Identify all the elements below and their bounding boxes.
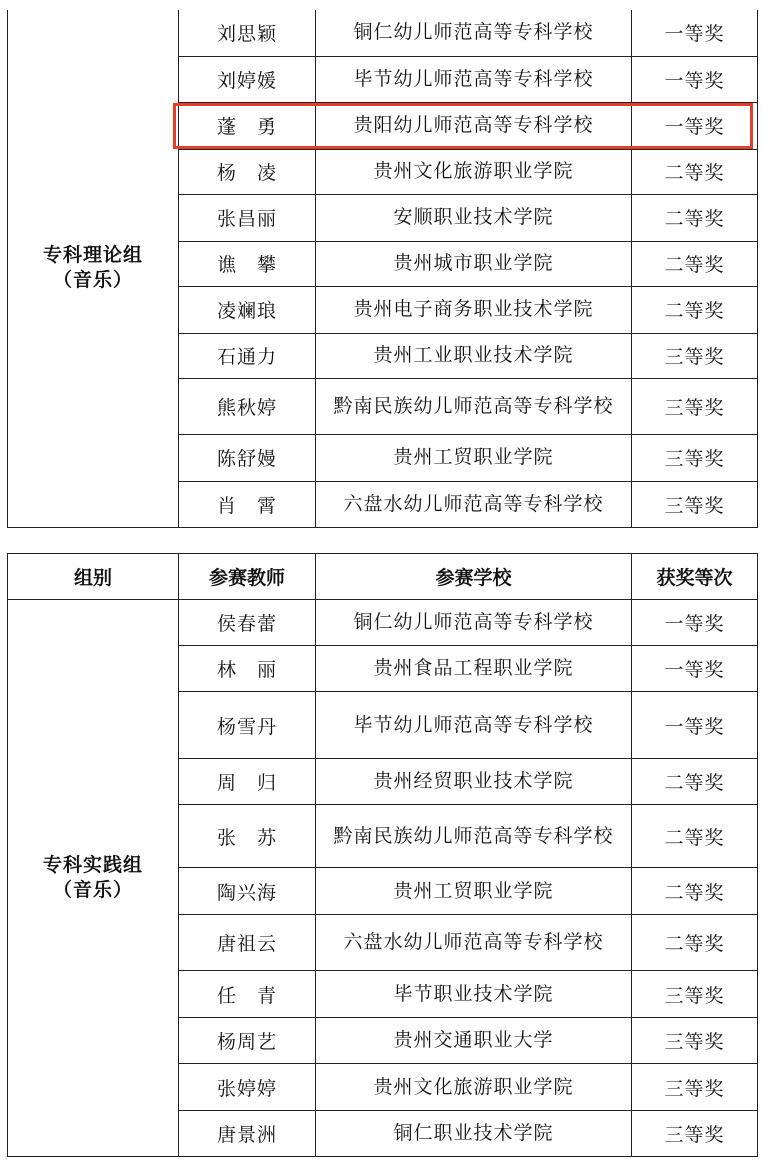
teacher-cell: 侯春蕾 [179, 600, 316, 646]
award-cell: 二等奖 [632, 241, 758, 286]
teacher-cell: 张 苏 [179, 805, 316, 868]
teacher-cell: 林 丽 [179, 646, 316, 692]
school-cell: 六盘水幼儿师范高等专科学校 [316, 915, 632, 971]
award-cell: 三等奖 [632, 1111, 758, 1157]
award-cell: 一等奖 [632, 600, 758, 646]
award-cell: 二等奖 [632, 759, 758, 805]
school-cell: 安顺职业技术学院 [316, 194, 632, 241]
teacher-cell: 周 归 [179, 759, 316, 805]
school-cell: 贵州工业职业技术学院 [316, 333, 632, 378]
teacher-cell: 张昌丽 [179, 194, 316, 241]
group-cell: 专科实践组 （音乐） [8, 600, 179, 1157]
school-cell: 毕节职业技术学院 [316, 971, 632, 1018]
teacher-cell: 任 青 [179, 971, 316, 1018]
school-cell: 铜仁幼儿师范高等专科学校 [316, 600, 632, 646]
award-cell: 三等奖 [632, 434, 758, 481]
school-cell: 铜仁幼儿师范高等专科学校 [316, 10, 632, 56]
school-cell: 贵州经贸职业技术学院 [316, 759, 632, 805]
teacher-cell: 杨雪丹 [179, 692, 316, 759]
school-cell: 贵州工贸职业学院 [316, 868, 632, 915]
award-cell: 三等奖 [632, 1064, 758, 1111]
school-cell: 六盘水幼儿师范高等专科学校 [316, 481, 632, 527]
teacher-cell: 杨周艺 [179, 1018, 316, 1064]
teacher-cell: 石通力 [179, 333, 316, 378]
school-cell: 贵州文化旅游职业学院 [316, 1064, 632, 1111]
award-cell: 三等奖 [632, 971, 758, 1018]
header-group: 组别 [8, 554, 179, 600]
header-school: 参赛学校 [316, 554, 632, 600]
teacher-cell: 谯 攀 [179, 241, 316, 286]
teacher-cell: 唐景洲 [179, 1111, 316, 1157]
table-body [8, 600, 758, 1157]
awards-table-theory [7, 10, 758, 528]
school-cell: 贵州电子商务职业技术学院 [316, 286, 632, 333]
award-cell: 一等奖 [632, 692, 758, 759]
award-cell: 一等奖 [632, 56, 758, 102]
header-row [8, 554, 758, 600]
table-row [8, 600, 758, 646]
teacher-cell: 蓬 勇 [179, 102, 316, 149]
awards-table-practice [7, 553, 758, 1157]
award-cell: 二等奖 [632, 149, 758, 194]
teacher-cell: 刘婷媛 [179, 56, 316, 102]
teacher-cell: 杨 凌 [179, 149, 316, 194]
school-cell: 贵州工贸职业学院 [316, 434, 632, 481]
school-cell: 黔南民族幼儿师范高等专科学校 [316, 805, 632, 868]
award-cell: 二等奖 [632, 194, 758, 241]
school-cell: 贵州文化旅游职业学院 [316, 149, 632, 194]
school-cell: 贵州交通职业大学 [316, 1018, 632, 1064]
header-award: 获奖等次 [632, 554, 758, 600]
award-cell: 一等奖 [632, 10, 758, 56]
teacher-cell: 张婷婷 [179, 1064, 316, 1111]
school-cell: 贵阳幼儿师范高等专科学校 [316, 102, 632, 149]
teacher-cell: 陶兴海 [179, 868, 316, 915]
award-cell: 一等奖 [632, 102, 758, 149]
award-cell: 二等奖 [632, 915, 758, 971]
table-body [8, 10, 758, 527]
school-cell: 黔南民族幼儿师范高等专科学校 [316, 378, 632, 434]
group-cell: 专科理论组 （音乐） [8, 10, 179, 527]
school-cell: 毕节幼儿师范高等专科学校 [316, 692, 632, 759]
award-cell: 二等奖 [632, 805, 758, 868]
table-row [8, 10, 758, 56]
teacher-cell: 熊秋婷 [179, 378, 316, 434]
teacher-cell: 刘思颖 [179, 10, 316, 56]
header-teacher: 参赛教师 [179, 554, 316, 600]
teacher-cell: 肖 霄 [179, 481, 316, 527]
school-cell: 铜仁职业技术学院 [316, 1111, 632, 1157]
award-cell: 二等奖 [632, 868, 758, 915]
school-cell: 毕节幼儿师范高等专科学校 [316, 56, 632, 102]
school-cell: 贵州食品工程职业学院 [316, 646, 632, 692]
award-cell: 三等奖 [632, 481, 758, 527]
award-cell: 一等奖 [632, 646, 758, 692]
teacher-cell: 陈舒嫚 [179, 434, 316, 481]
school-cell: 贵州城市职业学院 [316, 241, 632, 286]
award-cell: 二等奖 [632, 286, 758, 333]
award-cell: 三等奖 [632, 333, 758, 378]
award-cell: 三等奖 [632, 1018, 758, 1064]
teacher-cell: 唐祖云 [179, 915, 316, 971]
teacher-cell: 凌斓琅 [179, 286, 316, 333]
award-cell: 三等奖 [632, 378, 758, 434]
